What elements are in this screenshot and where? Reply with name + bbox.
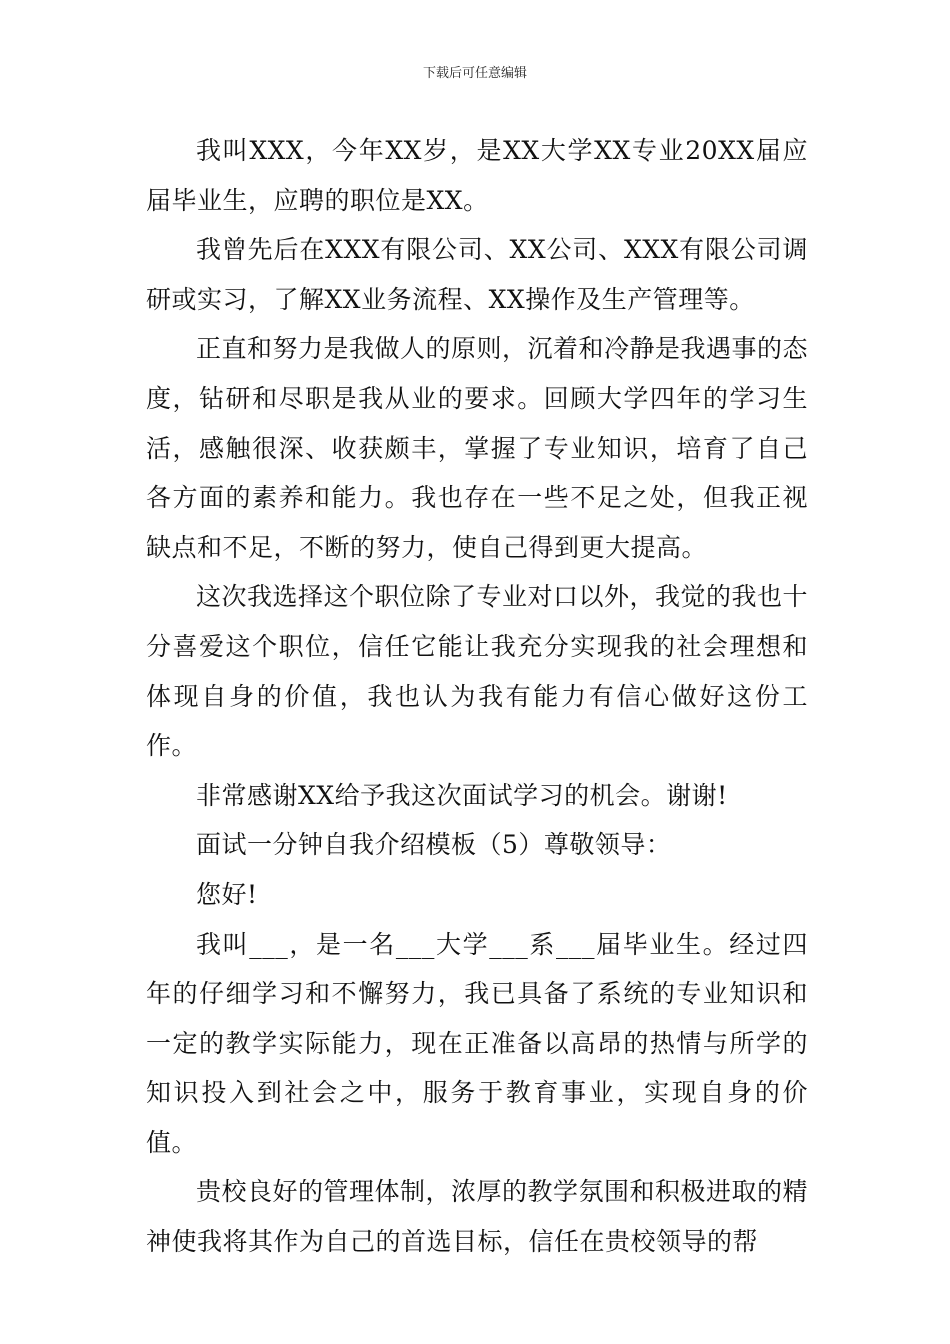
paragraph-template-title: 面试一分钟自我介绍模板（5）尊敬领导： xyxy=(196,830,672,860)
paragraph-self-intro: 我叫___，是一名___大学___系___届毕业生。经过四年的仔细学习和不懈努力，我已具备了系统的专业知识和一定的教学实际能力，现在正准备以高昂的热情与所学的知识投入到社会之中，服务于教育事业，实现自身的价值。 xyxy=(146,929,808,1157)
paragraph-greeting: 您好! xyxy=(196,879,258,909)
paragraph-internship: 我曾先后在XXX有限公司、XX公司、XXX有限公司调研或实习，了解XX业务流程、XX操作及生产管理等。 xyxy=(146,235,808,314)
paragraph-intro: 我叫XXX，今年XX岁，是XX大学XX专业20XX届应届毕业生，应聘的职位是XX。 xyxy=(146,136,808,215)
document-body xyxy=(146,126,808,1267)
paragraph-principles: 正直和努力是我做人的原则，沉着和冷静是我遇事的态度，钻研和尽职是我从业的要求。回顾大学四年的学习生活，感触很深、收获颇丰，掌握了专业知识，培育了自己各方面的素养和能力。我也存在一些不足之处，但我正视缺点和不足，不断的努力，使自己得到更大提高。 xyxy=(146,334,809,562)
paragraph-thanks: 非常感谢XX给予我这次面试学习的机会。谢谢! xyxy=(196,780,728,810)
paragraph-school: 贵校良好的管理体制，浓厚的教学氛围和积极进取的精神使我将其作为自己的首选目标，信任在贵校领导的帮 xyxy=(146,1177,809,1257)
paragraph-position-choice: 这次我选择这个职位除了专业对口以外，我觉的我也十分喜爱这个职位，信任它能让我充分实现我的社会理想和体现自身的价值，我也认为我有能力有信心做好这份工作。 xyxy=(146,582,809,761)
page-header-note: 下载后可任意编辑 xyxy=(422,66,527,81)
